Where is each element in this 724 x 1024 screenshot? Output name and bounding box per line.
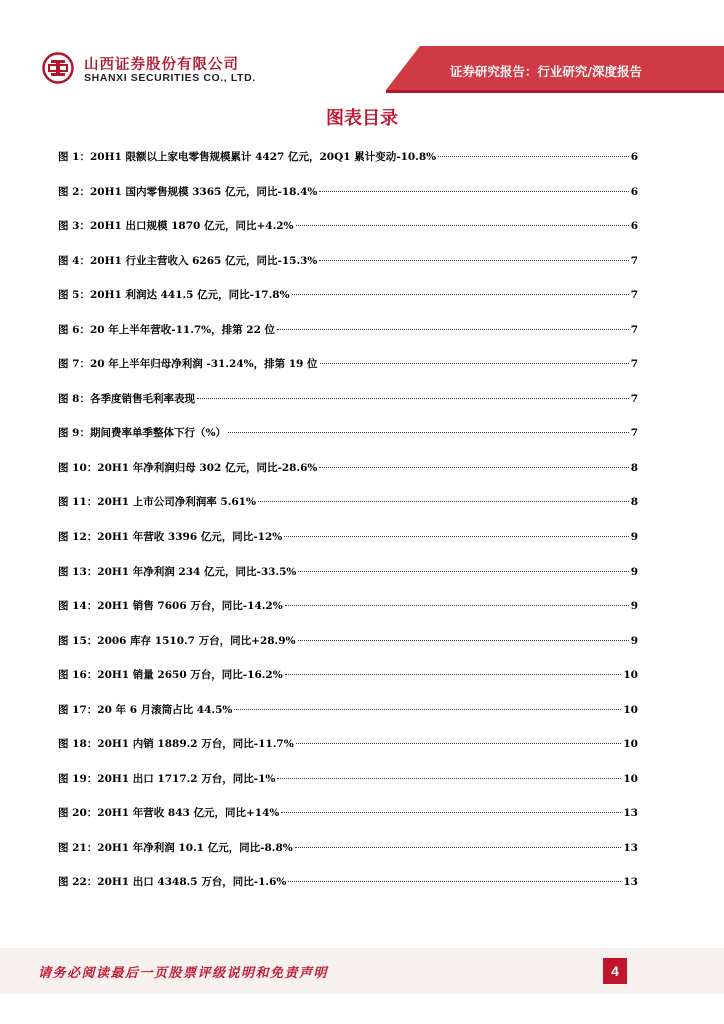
toc-dot-leader	[281, 812, 621, 813]
toc-entry[interactable]	[58, 218, 638, 253]
toc-entry[interactable]	[58, 391, 638, 426]
toc-dot-leader	[285, 674, 622, 675]
company-name-cn: 山西证券股份有限公司	[84, 57, 239, 73]
toc-dot-leader	[298, 571, 628, 572]
toc-dot-leader	[234, 709, 621, 710]
toc-entry-label: 图 12：20H1 年营收 3396 亿元，同比-12%	[58, 531, 283, 544]
page-number: 4	[603, 958, 627, 984]
toc-dot-leader	[277, 778, 621, 779]
toc-entry-label: 图 5：20H1 利润达 441.5 亿元，同比-17.8%	[58, 289, 290, 302]
toc-entry-label: 图 10：20H1 年净利润归母 302 亿元，同比-28.6%	[58, 461, 318, 474]
shanxi-securities-logo-icon	[42, 52, 74, 84]
toc-entry-page: 9	[630, 634, 638, 647]
toc-entry-label: 图 17：20 年 6 月滚筒占比 44.5%	[58, 703, 233, 716]
toc-entry-page: 9	[630, 565, 638, 578]
toc-entry-label: 图 16：20H1 销量 2650 万台，同比-16.2%	[58, 669, 283, 682]
toc-dot-leader	[284, 536, 628, 537]
toc-entry[interactable]	[58, 564, 638, 599]
toc-entry-page: 7	[630, 289, 638, 302]
page-title: 图表目录	[326, 108, 398, 129]
toc-entry[interactable]	[58, 598, 638, 633]
toc-entry-label: 图 3：20H1 出口规模 1870 亿元，同比+4.2%	[58, 220, 294, 233]
toc-entry[interactable]	[58, 253, 638, 288]
toc-entry-page: 13	[623, 876, 638, 889]
toc-dot-leader	[296, 743, 622, 744]
toc-entry-label: 图 19：20H1 出口 1717.2 万台，同比-1%	[58, 772, 276, 785]
toc-dot-leader	[319, 467, 628, 468]
toc-entry-page: 6	[630, 151, 638, 163]
toc-entry[interactable]	[58, 702, 638, 737]
toc-entry-page: 9	[630, 531, 638, 544]
toc-entry-page: 7	[630, 254, 638, 267]
toc-entry-label: 图 15：2006 库存 1510.7 万台，同比+28.9%	[58, 634, 296, 647]
toc-dot-leader	[277, 329, 629, 330]
toc-entry-label: 图 11：20H1 上市公司净利润率 5.61%	[58, 496, 256, 509]
toc-entry[interactable]	[58, 633, 638, 668]
report-type-label: 证券研究报告：行业研究/深度报告	[449, 64, 642, 79]
toc-entry-label: 图 21：20H1 年净利润 10.1 亿元，同比-8.8%	[58, 841, 293, 854]
toc-dot-leader	[288, 881, 621, 882]
toc-entry-label: 图 6：20 年上半年营收-11.7%，排第 22 位	[58, 323, 276, 336]
toc-entry-page: 7	[630, 392, 638, 405]
toc-entry-page: 13	[623, 841, 638, 854]
toc-dot-leader	[319, 260, 628, 261]
toc-entry[interactable]	[58, 494, 638, 529]
toc-dot-leader	[295, 847, 622, 848]
toc-entry[interactable]	[58, 425, 638, 460]
toc-entry[interactable]	[58, 356, 638, 391]
toc-entry[interactable]	[58, 771, 638, 806]
toc-dot-leader	[296, 225, 629, 226]
header-banner	[0, 0, 724, 100]
toc-entry-label: 图 9：期间费率单季整体下行（%）	[58, 427, 226, 440]
toc-entry-label: 图 14：20H1 销售 7606 万台，同比-14.2%	[58, 600, 283, 613]
toc-entry-label: 图 13：20H1 年净利润 234 亿元，同比-33.5%	[58, 565, 297, 578]
toc-entry-page: 10	[623, 703, 638, 716]
toc-entry[interactable]	[58, 529, 638, 564]
toc-dot-leader	[319, 191, 628, 192]
toc-entry[interactable]	[58, 322, 638, 357]
toc-entry-label: 图 8：各季度销售毛利率表现	[58, 392, 195, 405]
company-name-en: SHANXI SECURITIES CO., LTD.	[84, 72, 256, 84]
toc-dot-leader	[285, 605, 629, 606]
toc-entry[interactable]	[58, 736, 638, 771]
toc-entry-page: 6	[630, 220, 638, 233]
toc-entry[interactable]	[58, 874, 638, 909]
toc-entry[interactable]	[58, 460, 638, 495]
toc-entry-label: 图 7：20 年上半年归母净利润 -31.24%，排第 19 位	[58, 358, 318, 371]
toc-dot-leader	[320, 363, 629, 364]
toc-entry-page: 9	[630, 600, 638, 613]
toc-dot-leader	[197, 398, 629, 399]
toc-entry-label: 图 1：20H1 限额以上家电零售规模累计 4427 亿元，20Q1 累计变动-10.8%	[58, 151, 437, 163]
toc-entry-label: 图 2：20H1 国内零售规模 3365 亿元，同比-18.4%	[58, 185, 318, 198]
disclaimer-text: 请务必阅读最后一页股票评级说明和免责声明	[38, 966, 329, 981]
toc-dot-leader	[292, 294, 629, 295]
toc-entry[interactable]	[58, 149, 638, 184]
toc-entry-page: 10	[623, 669, 638, 682]
toc-entry[interactable]	[58, 287, 638, 322]
toc-entry-page: 8	[630, 496, 638, 509]
toc-dot-leader	[228, 432, 629, 433]
toc-entry-label: 图 22：20H1 出口 4348.5 万台，同比-1.6%	[58, 876, 287, 889]
figure-toc-list	[58, 149, 638, 909]
toc-entry[interactable]	[58, 840, 638, 875]
toc-entry-page: 10	[623, 738, 638, 751]
toc-entry-page: 8	[630, 461, 638, 474]
toc-entry-label: 图 20：20H1 年营收 843 亿元，同比+14%	[58, 807, 280, 820]
toc-entry-page: 13	[623, 807, 638, 820]
toc-entry-page: 7	[630, 427, 638, 440]
toc-entry-label: 图 18：20H1 内销 1889.2 万台，同比-11.7%	[58, 738, 294, 751]
toc-entry-label: 图 4：20H1 行业主营收入 6265 亿元，同比-15.3%	[58, 254, 318, 267]
toc-entry-page: 6	[630, 185, 638, 198]
toc-dot-leader	[298, 640, 629, 641]
toc-entry[interactable]	[58, 184, 638, 219]
toc-entry[interactable]	[58, 667, 638, 702]
toc-entry[interactable]	[58, 805, 638, 840]
toc-entry-page: 7	[630, 358, 638, 371]
toc-dot-leader	[258, 501, 629, 502]
toc-entry-page: 10	[623, 772, 638, 785]
toc-entry-page: 7	[630, 323, 638, 336]
toc-dot-leader	[438, 156, 629, 157]
